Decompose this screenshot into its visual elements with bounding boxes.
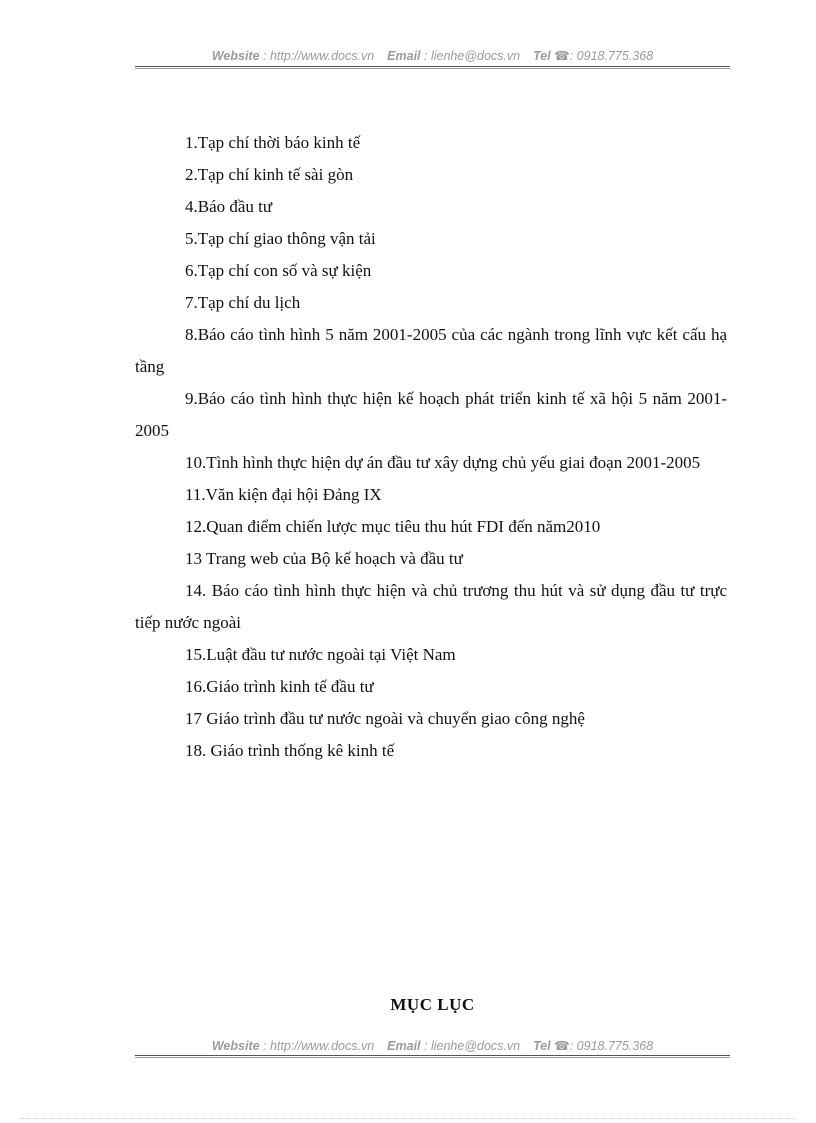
footer-website-label: Website (211, 1039, 260, 1053)
reference-item: 17 Giáo trình đầu tư nước ngoài và chuyển giao công nghệ (185, 709, 585, 728)
footer-email-label: Email (387, 1039, 421, 1053)
header-tel-value: : 0918.775.368 (569, 49, 654, 63)
reference-item: 13 Trang web của Bộ kế hoạch và đầu tư (185, 549, 463, 568)
reference-item: 12.Quan điểm chiến lược mục tiêu thu hút FDI đến năm2010 (185, 517, 601, 536)
reference-item: 18. Giáo trình thống kê kinh tế (185, 741, 395, 760)
page-bottom-border (20, 1118, 796, 1119)
reference-item: 6.Tạp chí con số và sự kiện (185, 261, 372, 280)
reference-item: 15.Luật đầu tư nước ngoài tại Việt Nam (185, 645, 456, 664)
footer-website-value: : http://www.docs.vn (263, 1039, 375, 1053)
footer-tel-label: Tel (533, 1039, 551, 1053)
footer-rule (135, 1055, 730, 1058)
header-tel-label: Tel (533, 49, 551, 63)
header-email-value: : lienhe@docs.vn (424, 49, 521, 63)
header-website-label: Website (211, 49, 260, 63)
footer-email-value: : lienhe@docs.vn (424, 1039, 521, 1053)
reference-item: 1.Tạp chí thời báo kinh tế (185, 133, 361, 152)
page-footer (135, 1038, 730, 1053)
reference-item: 2.Tạp chí kinh tế sài gòn (185, 165, 354, 184)
phone-icon: ☎ (554, 49, 570, 63)
page-header (135, 48, 730, 63)
reference-item: 4.Báo đầu tư (185, 197, 273, 216)
header-rule (135, 66, 730, 69)
reference-item: 5.Tạp chí giao thông vận tải (185, 229, 376, 248)
phone-icon: ☎ (554, 1039, 570, 1053)
toc-title: MỤC LỤC (390, 995, 475, 1014)
reference-list (135, 127, 727, 767)
footer-tel-value: : 0918.775.368 (569, 1039, 654, 1053)
reference-item: 9.Báo cáo tình hình thực hiện kế hoạch phát triển kinh tế xã hội 5 năm 2001-2005 (135, 389, 727, 440)
reference-item: 14. Báo cáo tình hình thực hiện và chủ trương thu hút và sử dụng đầu tư trực tiếp nước ngoài (135, 581, 727, 632)
reference-item: 10.Tình hình thực hiện dự án đầu tư xây dựng chủ yếu giai đoạn 2001-2005 (185, 453, 701, 472)
reference-item: 8.Báo cáo tình hình 5 năm 2001-2005 của các ngành trong lĩnh vực kết cấu hạ tầng (135, 325, 727, 376)
reference-item: 7.Tạp chí du lịch (185, 293, 301, 312)
header-website-value: : http://www.docs.vn (263, 49, 375, 63)
reference-item: 11.Văn kiện đại hội Đảng IX (185, 485, 382, 504)
header-email-label: Email (387, 49, 421, 63)
reference-item: 16.Giáo trình kinh tế đầu tư (185, 677, 374, 696)
